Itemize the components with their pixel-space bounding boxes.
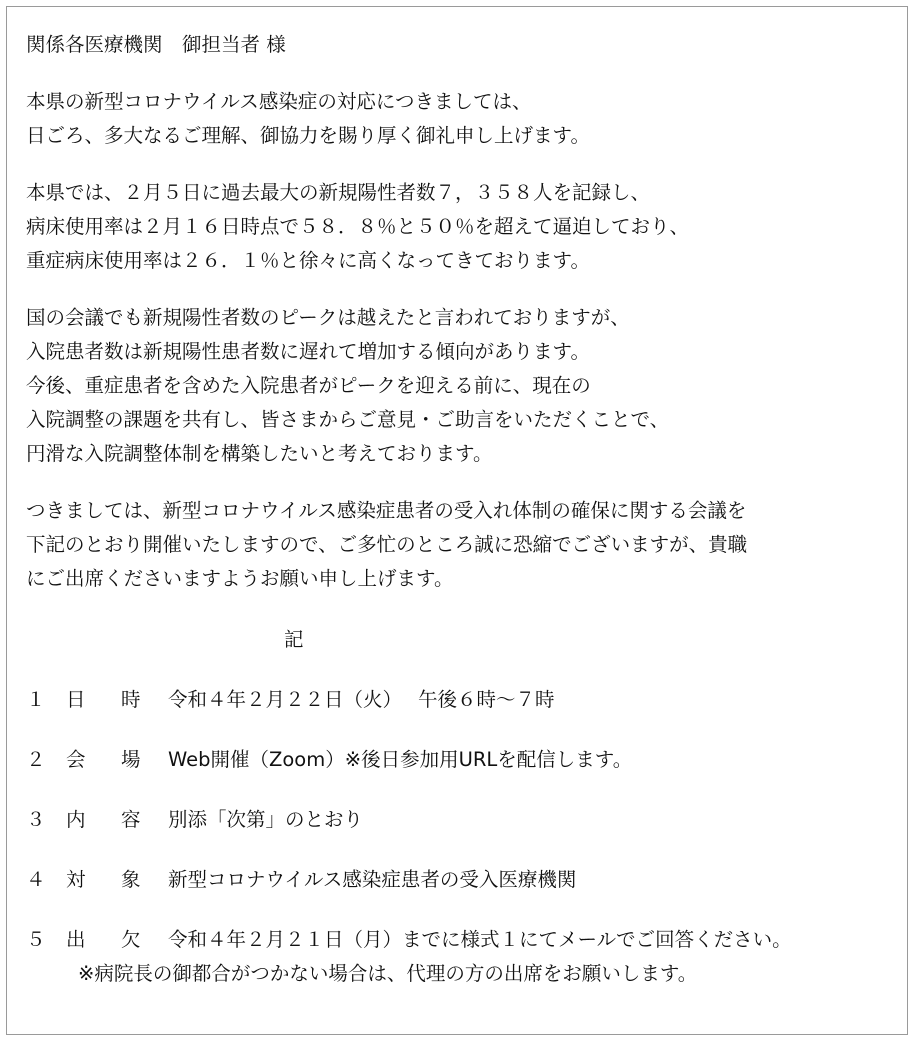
item-label: 日 時	[66, 688, 141, 711]
item-value: 別添「次第」のとおり	[168, 808, 364, 831]
paragraph-line: 今後、重症患者を含めた入院患者がピークを迎える前に、現在の	[26, 374, 591, 397]
item-number: ４	[26, 868, 46, 891]
greeting: 関係各医療機関 御担当者 様	[26, 33, 286, 56]
paragraph-line: つきましては、新型コロナウイルス感染症患者の受入れ体制の確保に関する会議を	[26, 499, 747, 522]
notice-document	[26, 28, 896, 991]
paragraph-3	[26, 301, 896, 471]
item-attendance	[26, 923, 896, 957]
item-value: 令和４年２月２１日（月）までに様式１にてメールでご回答ください。	[168, 928, 792, 951]
item-venue	[26, 743, 896, 777]
item-target	[26, 863, 896, 897]
paragraph-4	[26, 494, 896, 596]
paragraph-line: 病床使用率は２月１６日時点で５８．８％と５０％を超えて逼迫しており、	[26, 215, 690, 238]
item-value: Web開催（Zoom）※後日参加用URLを配信します。	[168, 748, 633, 771]
item-label: 対 象	[66, 868, 141, 891]
item-number: ２	[26, 748, 46, 771]
paragraph-2	[26, 176, 896, 278]
paragraph-line: 重症病床使用率は２６．１％と徐々に高くなってきております。	[26, 249, 590, 272]
item-value: 新型コロナウイルス感染症患者の受入医療機関	[168, 868, 577, 891]
item-label: 出 欠	[66, 928, 141, 951]
paragraph-line: 入院調整の課題を共有し、皆さまからご意見・ご助言をいただくことで、	[26, 408, 670, 431]
paragraph-line: 本県の新型コロナウイルス感染症の対応につきましては、	[26, 90, 532, 113]
item-content	[26, 803, 896, 837]
item-label: 会 場	[66, 748, 141, 771]
paragraph-line: 本県では、２月５日に過去最大の新規陽性者数７，３５８人を記録し、	[26, 181, 651, 204]
ki-heading: 記	[284, 628, 304, 651]
attendance-note: ※病院長の御都合がつかない場合は、代理の方の出席をお願いします。	[78, 962, 698, 985]
item-number: ５	[26, 928, 46, 951]
item-value: 令和４年２月２２日（火） 午後６時〜７時	[168, 688, 555, 711]
paragraph-line: にご出席くださいますようお願い申し上げます。	[26, 567, 454, 590]
paragraph-line: 日ごろ、多大なるご理解、御協力を賜り厚く御礼申し上げます。	[26, 124, 590, 147]
item-number: １	[26, 688, 46, 711]
paragraph-line: 入院患者数は新規陽性患者数に遅れて増加する傾向があります。	[26, 340, 590, 363]
paragraph-line: 円滑な入院調整体制を構築したいと考えております。	[26, 442, 493, 465]
paragraph-line: 国の会議でも新規陽性者数のピークは越えたと言われておりますが、	[26, 306, 630, 329]
item-number: ３	[26, 808, 46, 831]
paragraph-line: 下記のとおり開催いたしますので、ご多忙のところ誠に恐縮でございますが、貴職	[26, 533, 748, 556]
item-datetime	[26, 683, 896, 717]
paragraph-1	[26, 85, 896, 153]
item-label: 内 容	[66, 808, 141, 831]
